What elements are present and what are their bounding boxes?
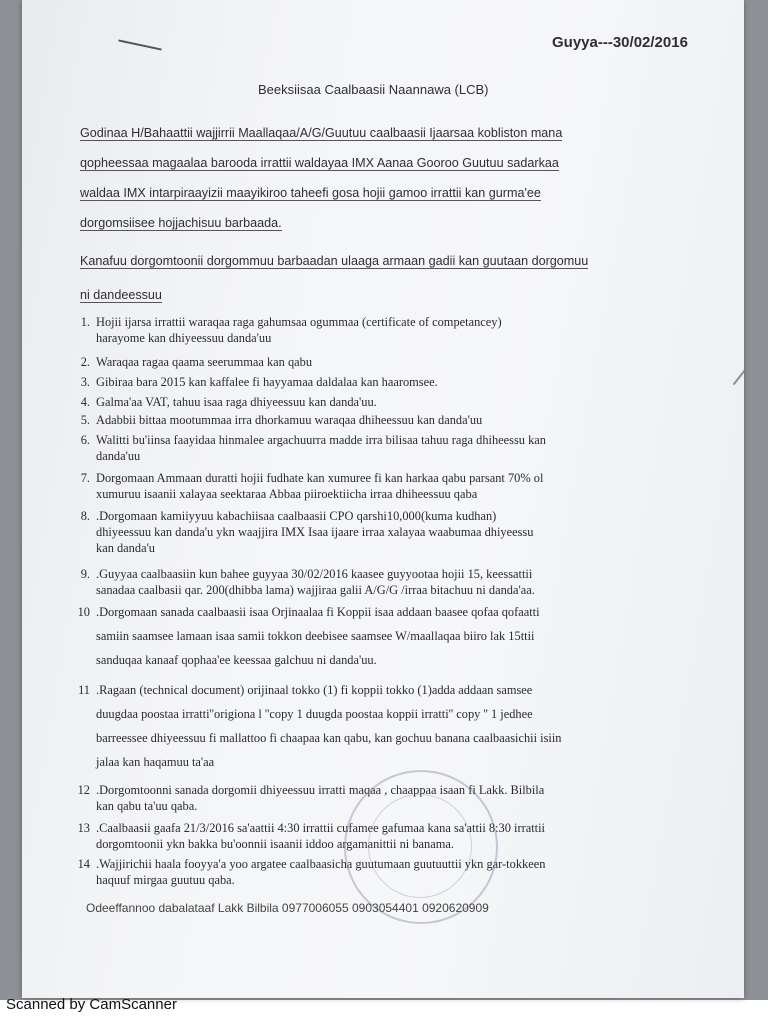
intro-line-4: dorgomsiisee hojjachisuu barbaada. bbox=[80, 216, 282, 230]
item-text: .Dorgomaan kamiiyyuu kabachiisaa caalbaasii CPO qarshi10,000(kuma kudhan) dhiyeessuu kan danda'u ykn waajjira IMX Isaa ijaare irraa xalayaa waabumaa dhiyeessu kan danda'u bbox=[96, 509, 534, 555]
item-number: 11 bbox=[78, 683, 90, 697]
item-number: 12 bbox=[77, 783, 90, 797]
item-text: Galma'aa VAT, tahuu isaa raga dhiyeessuu kan danda'uu. bbox=[96, 395, 377, 409]
item-text: Adabbii bittaa mootummaa irra dhorkamuu waraqaa dhiheessuu kan danda'uu bbox=[96, 413, 483, 427]
document-page bbox=[22, 0, 744, 998]
item-number: 9. bbox=[80, 567, 90, 581]
item-number: 1. bbox=[80, 315, 90, 329]
intro-line-2: qopheessaa magaalaa barooda irrattii waldayaa IMX Aanaa Gooroo Guutuu sadarkaa bbox=[80, 156, 559, 170]
pen-stroke-mark bbox=[733, 337, 744, 386]
office-stamp bbox=[344, 770, 498, 924]
pen-dash-mark bbox=[118, 39, 161, 50]
item-number: 2. bbox=[80, 355, 90, 369]
intro-line-1: Godinaa H/Bahaattii wajjirrii Maallaqaa/A/G/Guutuu caalbaasii Ijaarsaa kobliston mana bbox=[80, 126, 563, 140]
item-text: .Wajjirichii haala fooyya'a yoo argatee caalbaasicha guutumaan guutuuttii ykn gar-tokkeen haquuf mirgaa guutuu qaba. bbox=[96, 857, 546, 887]
item-number: 8. bbox=[80, 509, 90, 523]
cut-off-line: Odeeffannoo dabalataaf Lakk Bilbila 0977006055 0903054401 0920620909 bbox=[86, 903, 489, 913]
item-number: 14 bbox=[77, 857, 90, 871]
scanner-watermark: Scanned by CamScanner bbox=[6, 996, 177, 1013]
item-text: Gibiraa bara 2015 kan kaffalee fi hayyamaa daldalaa kan haaromsee. bbox=[96, 375, 438, 389]
intro-line-3: waldaa IMX intarpiraayizii maayikiroo taheefi gosa hojii gamoo irrattii kan gurma'ee bbox=[80, 186, 541, 200]
item-text: .Dorgomaan sanada caalbaasii isaa Orjinaalaa fi Koppii isaa addaan baasee qofaa qofaatti samiin saamsee lamaan isaa samii tokkon deebisee saamsee W/maallaqaa biiro lak 15ttii sanduqaa kanaaf qophaa'ee keessaa galchuu ni danda'uu. bbox=[96, 605, 540, 667]
item-text: .Dorgomtoonni sanada dorgomii dhiyeessuu irratti maqaa , chaappaa isaan fi Lakk. Bilbila kan qabu ta'uu qaba. bbox=[96, 783, 545, 813]
document-title: Beeksiisaa Caalbaasii Naannawa (LCB) bbox=[258, 82, 489, 97]
item-text: .Guyyaa caalbaasiin kun bahee guyyaa 30/02/2016 kaasee guyyootaa hojii 15, keessattii sanadaa caalbasii qar. 200(dhibba lama) wajjiraa galii A/G/G /irraa bitachuu ni danda'aa. bbox=[96, 567, 535, 597]
item-number: 13 bbox=[77, 821, 90, 835]
item-text: .Ragaan (technical document) orijinaal tokko (1) fi koppii tokko (1)adda addaan samsee duugdaa poostaa irratti''origiona l ''copy 1 duugda poostaa koppii irratti'' copy '' 1 jedhee barreessee dhiyeessuu fi mallattoo fi chaapaa kan qabu, kan gochuu banana caalbaasichii isiin jalaa kan haqamuu ta'aa bbox=[96, 683, 562, 769]
item-text: Dorgomaan Ammaan duratti hojii fudhate kan xumuree fi kan harkaa qabu parsant 70% ol xumuruu isaanii xalayaa seektaraa Abbaa piiroektiicha irraa dhiheessuu qaba bbox=[96, 471, 544, 501]
requirements-heading bbox=[80, 244, 726, 312]
item-text: Walitti bu'iinsa faayidaa hinmalee argachuurra madde irra bilisaa tahuu raga dhiheessu kan danda'uu bbox=[96, 433, 546, 463]
item-text: Waraqaa ragaa qaama seerummaa kan qabu bbox=[96, 355, 313, 369]
item-number: 4. bbox=[80, 395, 90, 409]
item-number: 3. bbox=[80, 375, 90, 389]
heading-line-2: ni dandeessuu bbox=[80, 288, 162, 302]
item-number: 5. bbox=[80, 413, 90, 427]
heading-line-1: Kanafuu dorgomtoonii dorgommuu barbaadan ulaaga armaan gadii kan guutaan dorgomuu bbox=[80, 254, 589, 268]
document-date: Guyya---30/02/2016 bbox=[552, 34, 688, 51]
item-number: 6. bbox=[80, 433, 90, 447]
item-number: 7. bbox=[80, 471, 90, 485]
item-number: 10 bbox=[77, 605, 90, 619]
item-text: Hojii ijarsa irrattii waraqaa raga gahumsaa ogummaa (certificate of competancey) harayome kan dhiyeessuu danda'uu bbox=[96, 315, 502, 345]
intro-paragraph bbox=[80, 118, 726, 238]
item-text: .Caalbaasii gaafa 21/3/2016 sa'aattii 4:30 irrattii cufamee gafumaa kana sa'attii 8:30 irrattii dorgomtoonii ykn bakka bu'oonnii isaanii iddoo argamanittii ni banama. bbox=[96, 821, 545, 851]
